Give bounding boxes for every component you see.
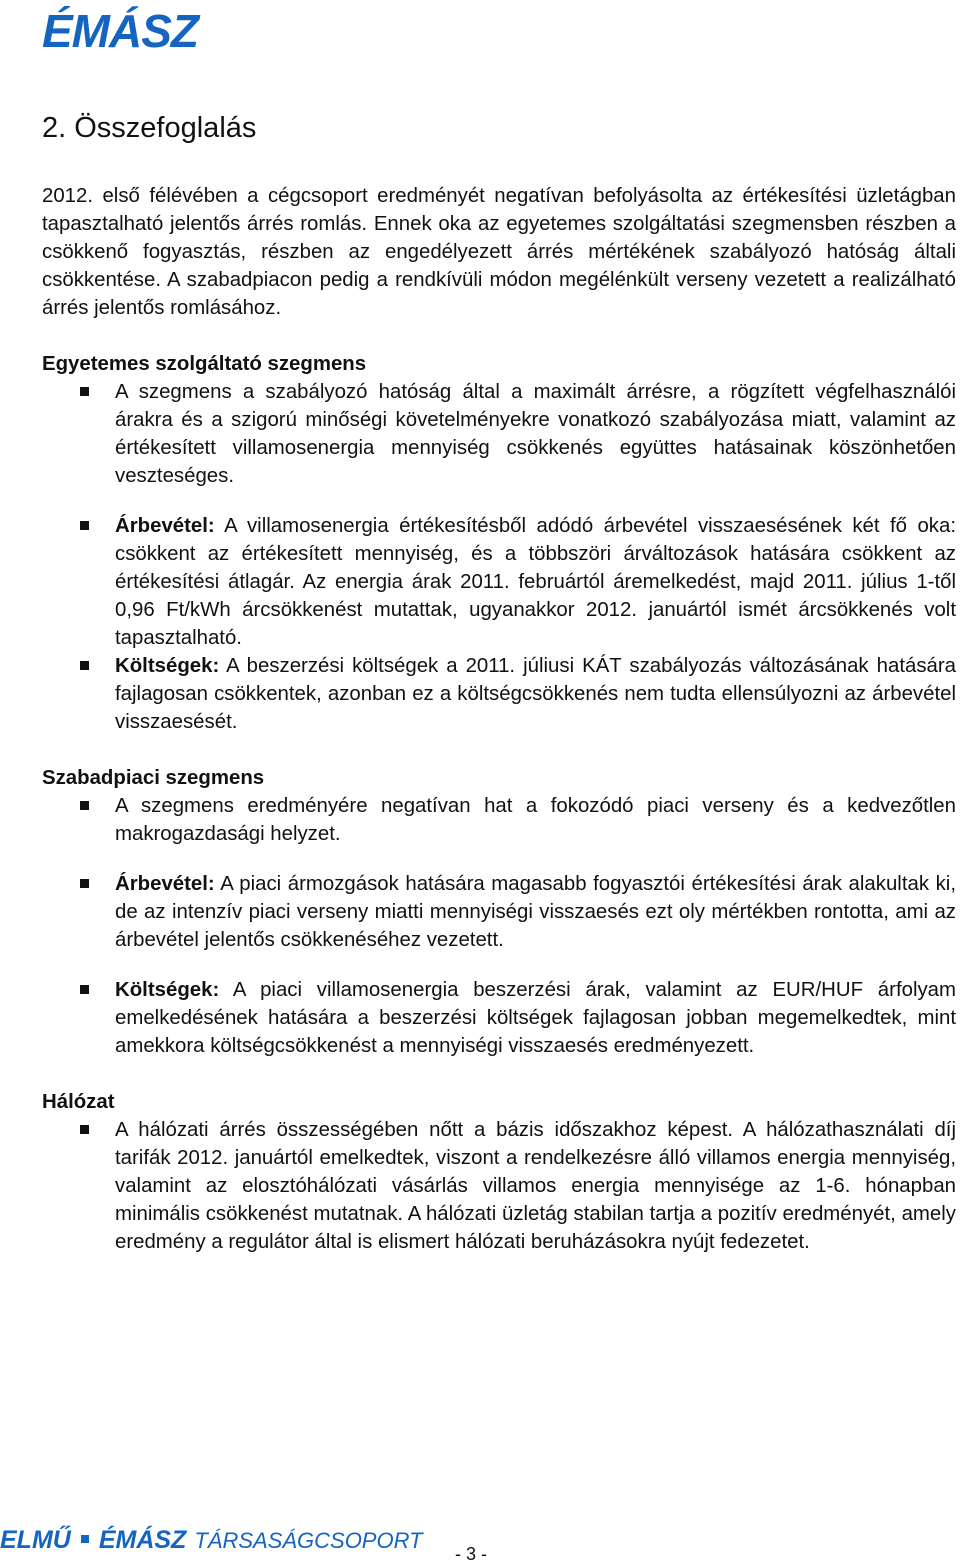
bullet-text: A beszerzési költségek a 2011. júliusi KÁT szabályozás változásának hatására fajlagosan csökkentek, azonban ez a költségcsökkenés nem tudta ellensúlyozni az árbevétel visszaesését. xyxy=(115,655,956,733)
emasz-logo: ÉMÁSZ xyxy=(42,5,198,57)
bullet-square-icon xyxy=(80,801,89,810)
bullet-square-icon xyxy=(80,661,89,670)
footer-logo-suffix: TÁRSASÁGCSOPORT xyxy=(194,1528,423,1553)
list-item xyxy=(42,378,956,490)
list-item xyxy=(42,792,956,848)
bullet-square-icon xyxy=(80,387,89,396)
bullet-text: A villamosenergia értékesítésből adódó árbevétel visszaesésének két fő oka: csökkent az értékesített mennyiség, és a többszöri árváltozások hatására csökkent az értékesítési átlagár. Az energia árak 2011. februártól áremelkedést, majd 2011. július 1-től 0,96 Ft/kWh árcsökkenést mutattak, ugyanakkor 2012. januártól ismét árcsökkenés volt tapasztalható. xyxy=(115,515,956,649)
list-item xyxy=(42,976,956,1060)
bullet-label: Költségek: xyxy=(115,655,220,677)
bullet-text: A piaci villamosenergia beszerzési árak, valamint az EUR/HUF árfolyam emelkedésének hatására a beszerzési költségek fajlagosan jobban megemelkedtek, mint amekkora költségcsökkenést a mennyiségi visszaesés eredményezett. xyxy=(115,979,956,1057)
list-item xyxy=(42,870,956,954)
footer-logo-separator-icon xyxy=(81,1535,89,1543)
list-item xyxy=(42,1116,956,1256)
footer-logo-emasz: ÉMÁSZ xyxy=(98,1526,187,1554)
page-title: 2. Összefoglalás xyxy=(42,112,257,144)
intro-paragraph: 2012. első félévében a cégcsoport eredményét negatívan befolyásolta az értékesítési üzletágban tapasztalható jelentős árrés romlás. Ennek oka az egyetemes szolgáltatási szegmensben részben a csökkenő fogyasztás, részben az engedélyezett árrés mértékének szabályozó hatóság általi csökkentése. A szabadpiacon pedig a rendkívüli módon megélénkült verseny vezetett a realizálható árrés jelentős romlásához. xyxy=(42,185,956,319)
bullet-square-icon xyxy=(80,879,89,888)
list-item xyxy=(42,652,956,736)
bullet-text: A piaci ármozgások hatására magasabb fogyasztói értékesítési árak alakultak ki, de az intenzív piaci verseny miatti mennyiségi visszaesés ezt oly mértékben rontotta, ami az árbevétel jelentős csökkenéséhez vezetett. xyxy=(115,873,956,951)
bullet-label: Árbevétel: xyxy=(115,873,215,895)
bullet-label: Árbevétel: xyxy=(115,515,215,537)
bullet-text: A szegmens a szabályozó hatóság által a maximált árrésre, a rögzített végfelhasználói árakra és a szigorú minőségi követelményekre vonatkozó szabályozása miatt, valamint az értékesített villamosenergia mennyiség csökkenés együttes hatásainak köszönhetően veszteséges. xyxy=(115,381,956,487)
bullet-square-icon xyxy=(80,1125,89,1134)
document-body xyxy=(42,182,956,1256)
footer-logo xyxy=(0,1526,423,1555)
page-number: - 3 - xyxy=(455,1544,488,1564)
list-item xyxy=(42,512,956,652)
bullet-square-icon xyxy=(80,985,89,994)
bullet-square-icon xyxy=(80,521,89,530)
section-heading-halozat: Hálózat xyxy=(42,1091,115,1113)
footer-logo-elmu: ELMŰ xyxy=(0,1526,71,1554)
section-heading-szabadpiaci: Szabadpiaci szegmens xyxy=(42,767,265,789)
section-heading-egyetemes: Egyetemes szolgáltató szegmens xyxy=(42,353,367,375)
bullet-text: A hálózati árrés összességében nőtt a bázis időszakhoz képest. A hálózathasználati díj tarifák 2012. januártól emelkedtek, viszont a rendelkezésre álló villamos energia mennyiség, valamint az elosztóhálózati vásárlás villamos energia mennyisége az 1-6. hónapban minimális csökkenést mutatnak. A hálózati üzletág stabilan tartja a pozitív eredményét, amely eredmény a regulátor által is elismert hálózati beruházásokra nyújt fedezetet. xyxy=(115,1119,956,1253)
bullet-text: A szegmens eredményére negatívan hat a fokozódó piaci verseny és a kedvezőtlen makrogazdasági helyzet. xyxy=(115,795,956,845)
bullet-label: Költségek: xyxy=(115,979,220,1001)
